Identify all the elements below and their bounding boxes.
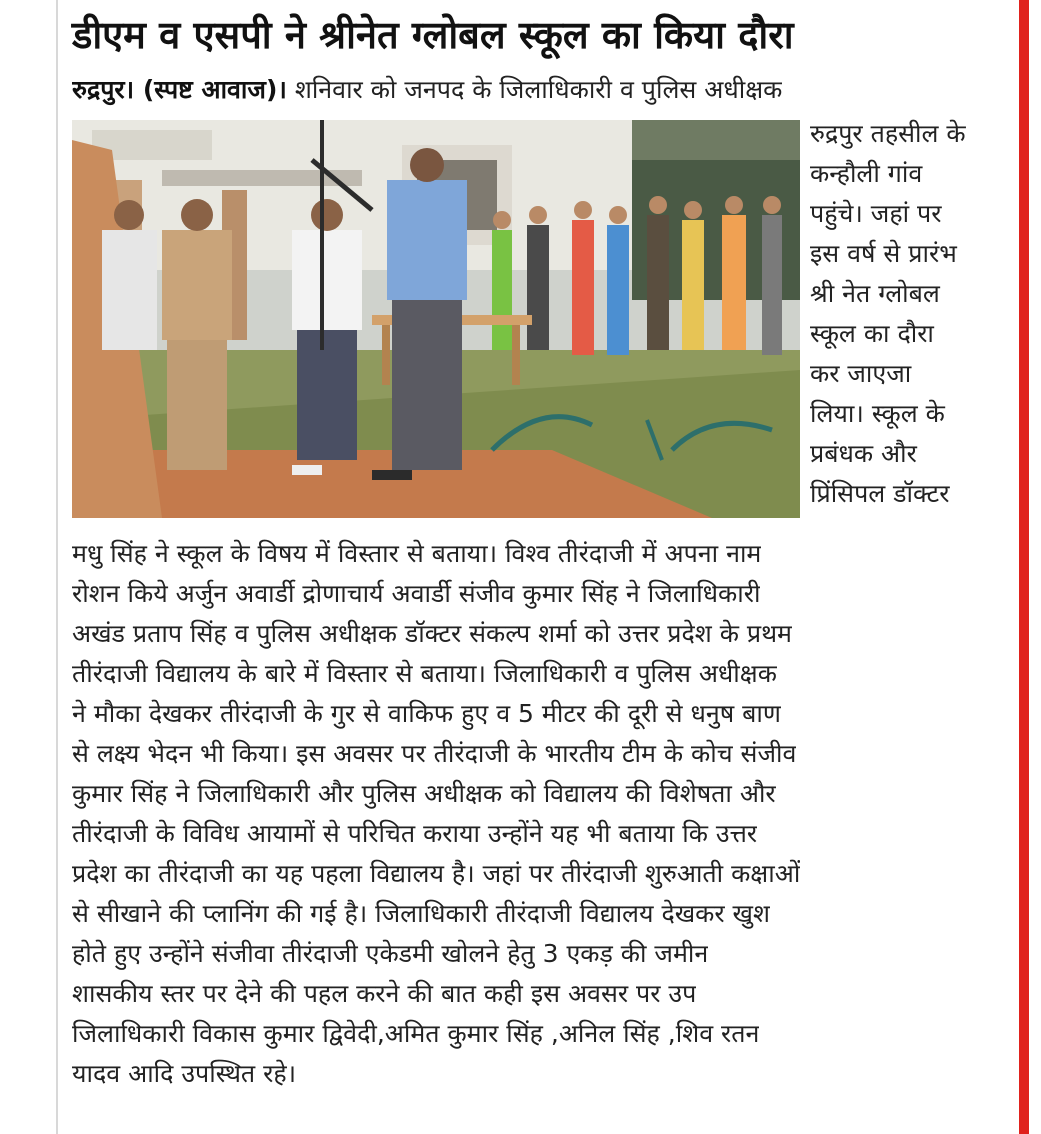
body-line: मधु सिंह ने स्कूल के विषय में विस्तार से बताया। विश्व तीरंदाजी में अपना नाम (72, 539, 762, 568)
lead-text: शनिवार को जनपद के जिलाधिकारी व पुलिस अधीक्षक (286, 75, 783, 104)
body-line: प्रदेश का तीरंदाजी का यह पहला विद्यालय है। जहां पर तीरंदाजी शुरुआती कक्षाओं (72, 859, 801, 888)
body-line: जिलाधिकारी विकास कुमार द्विवेदी,अमित कुमार सिंह ,अनिल सिंह ,शिव रतन (72, 1019, 760, 1048)
side-column-line: कर जाएजा (810, 359, 912, 388)
body-line: रोशन किये अर्जुन अवार्डी द्रोणाचार्य अवार्डी संजीव कुमार सिंह ने जिलाधिकारी (72, 579, 761, 608)
side-column-line: इस वर्ष से प्रारंभ (810, 239, 957, 268)
side-column-line: प्रबंधक और (810, 439, 917, 468)
body-line: ने मौका देखकर तीरंदाजी के गुर से वाकिफ हुए व 5 मीटर की दूरी से धनुष बाण (72, 699, 781, 728)
side-column-line: स्कूल का दौरा (810, 319, 934, 348)
side-column-line: रुद्रपुर तहसील के (810, 119, 966, 148)
body-line: यादव आदि उपस्थित रहे। (72, 1059, 297, 1088)
article-headline: डीएम व एसपी ने श्रीनेत ग्लोबल स्कूल का किया दौरा (72, 13, 794, 57)
body-line: होते हुए उन्होंने संजीवा तीरंदाजी एकेडमी खोलने हेतु 3 एकड़ की जमीन (72, 939, 709, 968)
body-line: से सीखाने की प्लानिंग की गई है। जिलाधिकारी तीरंदाजी विद्यालय देखकर खुश (72, 899, 770, 928)
side-column-line: प्रिंसिपल डॉक्टर (810, 479, 950, 508)
red-edge-strip (1019, 0, 1029, 1134)
body-line: शासकीय स्तर पर देने की पहल करने की बात कही इस अवसर पर उप (72, 979, 697, 1008)
archery-scene-illustration (72, 120, 800, 518)
side-column-line: कन्हौली गांव (810, 159, 923, 188)
article-photo (72, 120, 800, 518)
lead-line (72, 70, 782, 110)
side-column-line: पहुंचे। जहां पर (810, 199, 942, 228)
body-line: तीरंदाजी के विविध आयामों से परिचित कराया उन्होंने यह भी बताया कि उत्तर (72, 819, 758, 848)
side-column-line: श्री नेत ग्लोबल (810, 279, 940, 308)
body-line: कुमार सिंह ने जिलाधिकारी और पुलिस अधीक्षक को विद्यालय की विशेषता और (72, 779, 776, 808)
body-line: तीरंदाजी विद्यालय के बारे में विस्तार से बताया। जिलाधिकारी व पुलिस अधीक्षक (72, 659, 777, 688)
side-column-line: लिया। स्कूल के (810, 399, 945, 428)
column-divider (56, 0, 58, 1134)
body-line: से लक्ष्य भेदन भी किया। इस अवसर पर तीरंदाजी के भारतीय टीम के कोच संजीव (72, 739, 797, 768)
dateline: रुद्रपुर। (स्पष्ट आवाज)। (72, 75, 287, 104)
body-line: अखंड प्रताप सिंह व पुलिस अधीक्षक डॉक्टर संकल्प शर्मा को उत्तर प्रदेश के प्रथम (72, 619, 793, 648)
